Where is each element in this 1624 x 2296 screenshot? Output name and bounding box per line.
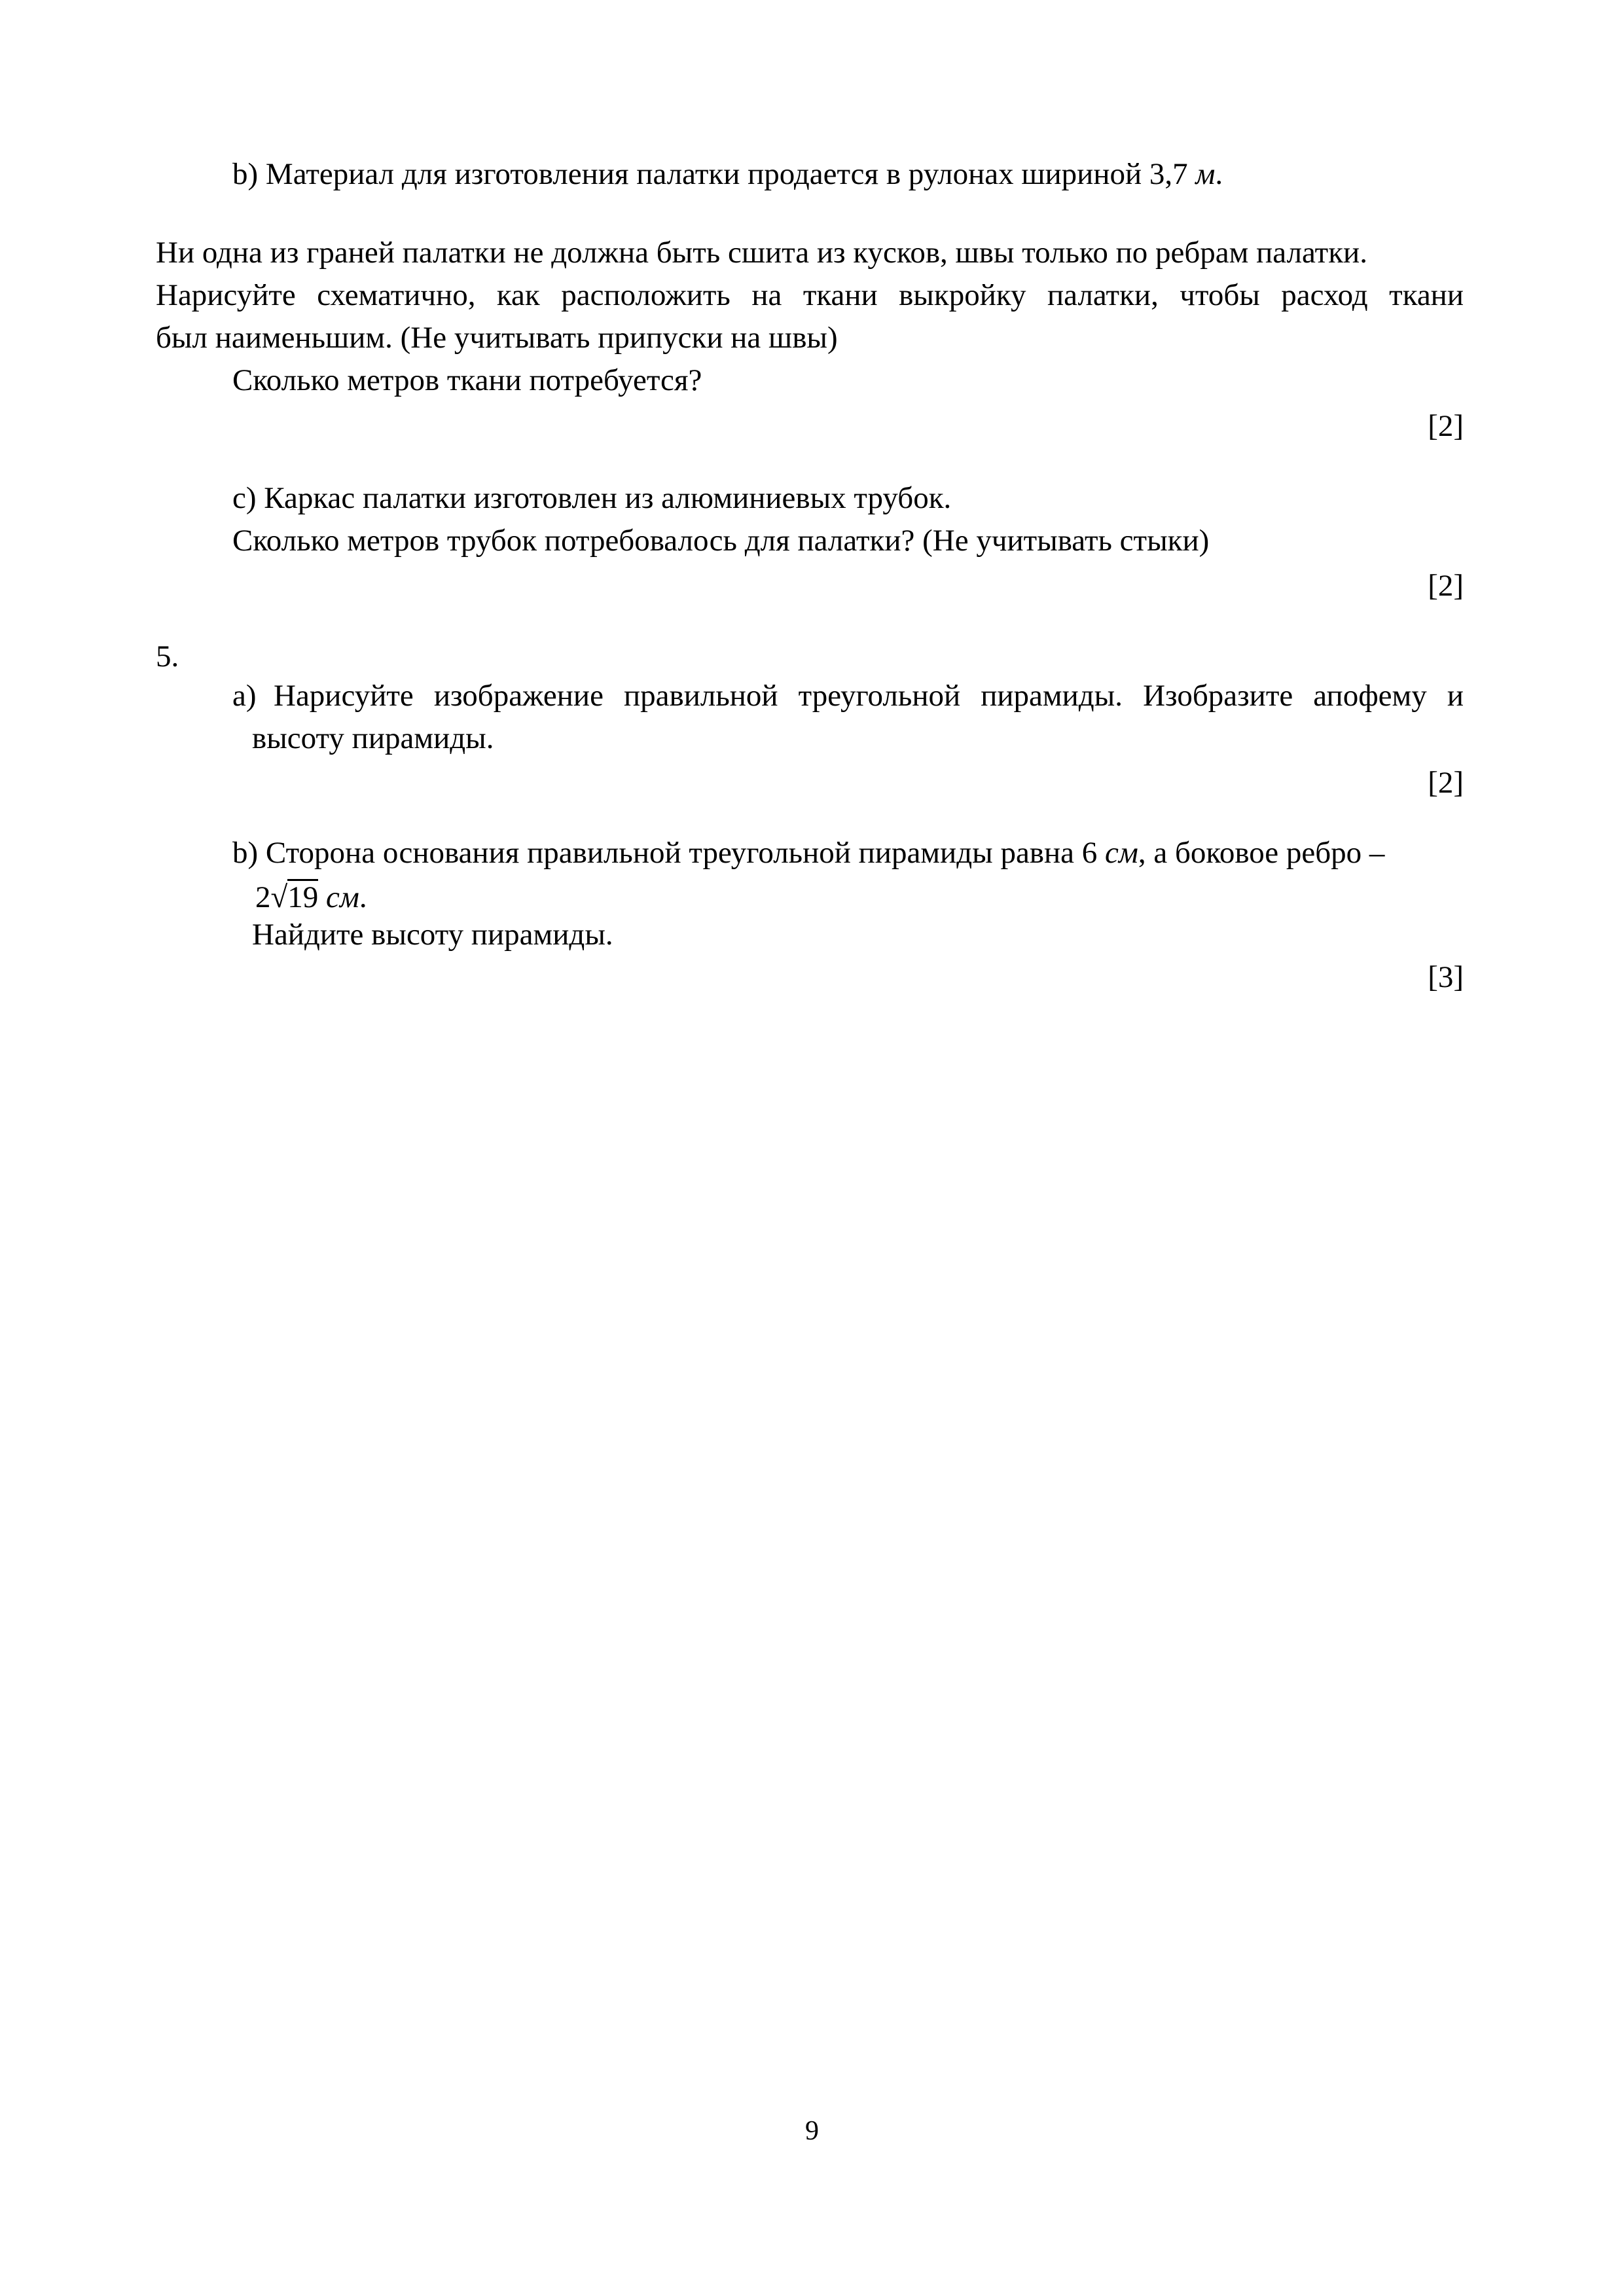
q4b-end: .: [1215, 157, 1223, 191]
q4b-question-text: Сколько метров ткани потребуется?: [232, 363, 702, 397]
q5b-text: Сторона основания правильной треугольной пирамиды равна 6: [265, 836, 1106, 870]
page-number: 9: [805, 2116, 819, 2146]
q5b-marks: [3]: [1428, 960, 1464, 994]
q5a-line2: высоту пирамиды.: [252, 721, 494, 755]
q4c-marks: [2]: [1428, 569, 1464, 603]
q5b-coef: 2: [255, 880, 271, 914]
q5b-label: b): [232, 836, 259, 870]
q4b-paragraph-line1: [156, 238, 1367, 268]
q4b-question: [232, 365, 702, 396]
q5b-text-after: , а боковое ребро –: [1138, 836, 1385, 870]
q4c-label: c): [232, 481, 257, 515]
q5-number: 5.: [156, 639, 179, 673]
q4b-marks: [2]: [1428, 409, 1464, 443]
q5b-line2: [255, 879, 367, 913]
q5b-end: .: [359, 880, 367, 914]
q5a-marks: [2]: [1428, 766, 1464, 800]
q4b-paragraph-text3: был наименьшим. (Не учитывать припуски на швы): [156, 321, 838, 355]
q4b-paragraph-text2: Нарисуйте схематично, как расположить на ткани выкройку палатки, чтобы расход ткани: [156, 278, 1464, 312]
q5a-label: a): [232, 679, 257, 713]
q4c-text: Каркас палатки изготовлен из алюминиевых трубок.: [264, 481, 952, 515]
q5b-unit: см: [1105, 836, 1138, 870]
sqrt-expression: [271, 879, 319, 913]
q5b-question: Найдите высоту пирамиды.: [252, 918, 613, 952]
q5a-line1-text: Нарисуйте изображение правильной треугольной пирамиды. Изобразите апофему и: [274, 679, 1464, 713]
radical-sign-icon: √: [270, 880, 288, 914]
q5a-line1: [274, 681, 1464, 711]
radicand: 19: [287, 880, 319, 914]
q4c-question: [232, 526, 1209, 556]
q4b-label: b): [232, 157, 259, 191]
q4c-question-text: Сколько метров трубок потребовалось для палатки? (Не учитывать стыки): [232, 524, 1210, 558]
q4b-paragraph-line2: [156, 280, 1464, 311]
q4b-text: Материал для изготовления палатки продается в рулонах шириной 3,7: [265, 157, 1196, 191]
q4b-paragraph-line3: [156, 323, 838, 353]
q4b-unit: м: [1195, 157, 1216, 191]
q4b-line: [232, 159, 1223, 190]
q5b-unit2: см: [326, 880, 359, 914]
q5b-line1: [232, 838, 1384, 869]
q4b-paragraph-text1: Ни одна из граней палатки не должна быть сшита из кусков, швы только по ребрам палатки.: [156, 236, 1367, 270]
q4c-line: [232, 483, 951, 514]
